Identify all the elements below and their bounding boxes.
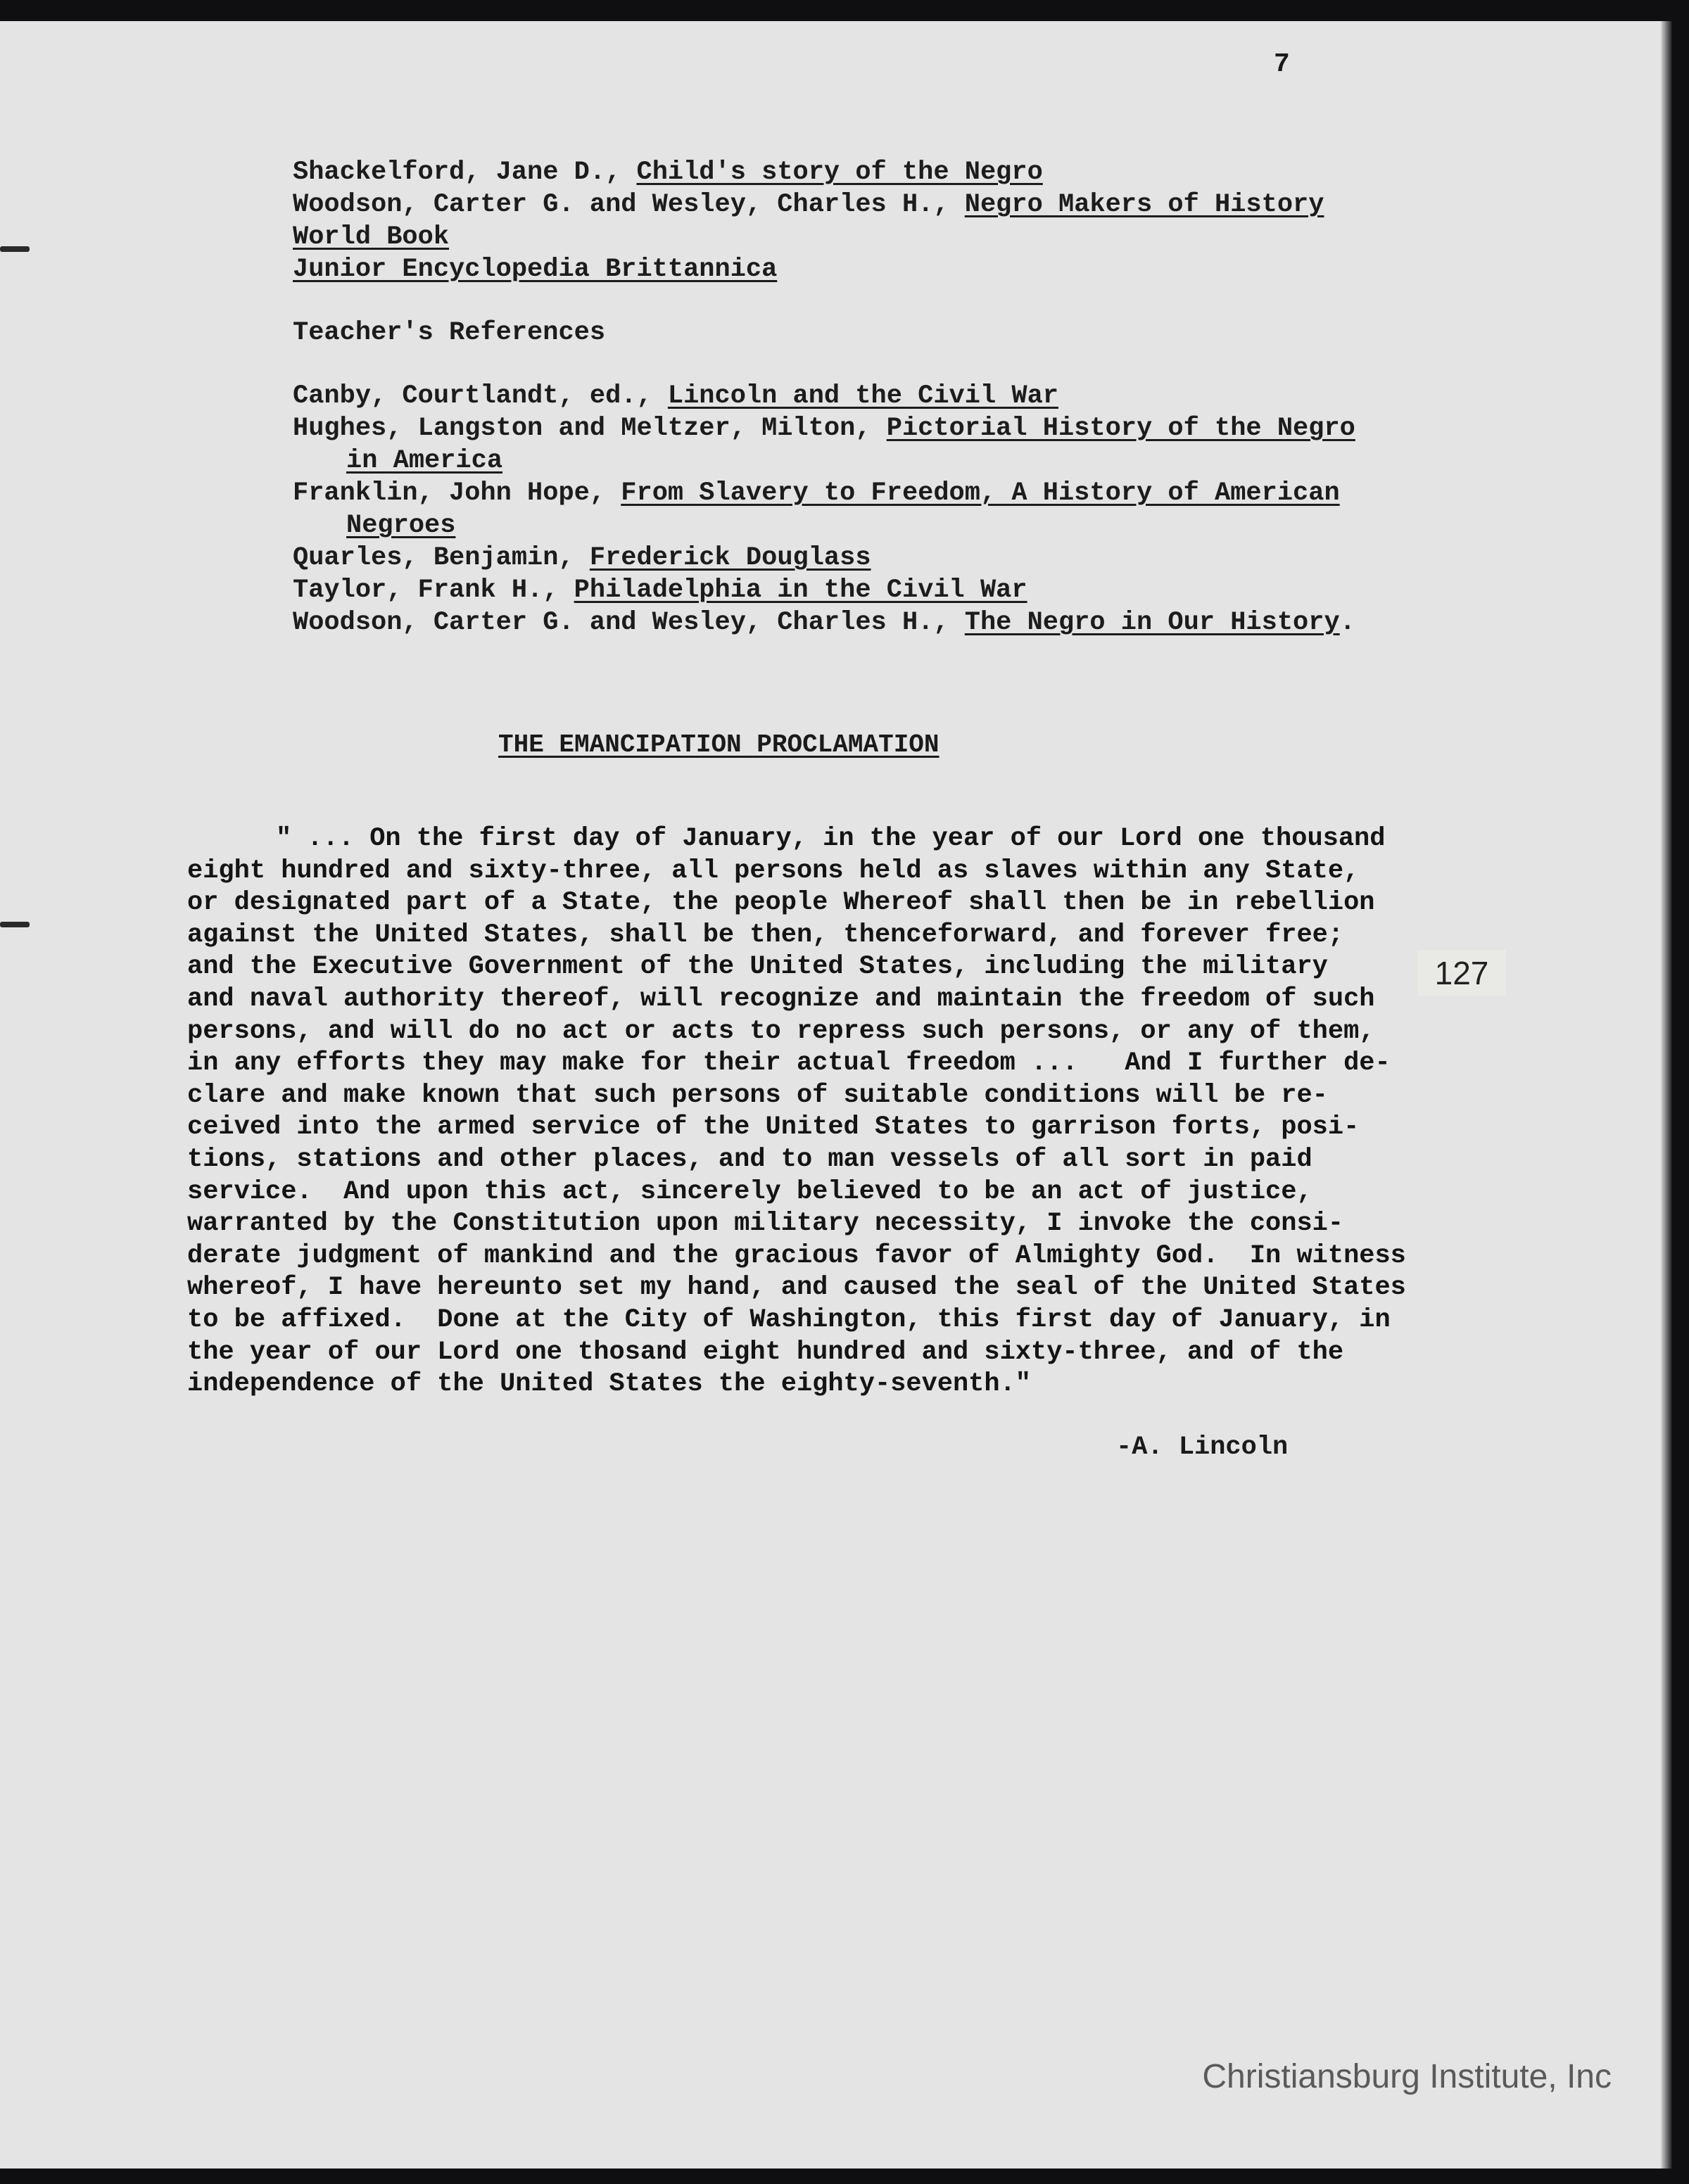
signature: -A. Lincoln [1116,1433,1289,1462]
quote-line: against the United States, shall be then, thenceforward, and forever free; [187,920,1344,950]
page-edge-shadow [1661,21,1672,2169]
binder-clip-mark [0,246,30,252]
quote-line: to be affixed. Done at the City of Washington, this first day of January, in [187,1304,1391,1335]
reference-entry: Hughes, Langston and Meltzer, Milton, Pictorial History of the Negro [293,414,1355,443]
quote-line: persons, and will do no act or acts to repress such persons, or any of them, [187,1016,1375,1046]
reference-entry: World Book [293,222,450,252]
teacher-references-heading: Teacher's References [293,318,606,348]
page-number: 7 [1274,49,1290,80]
reference-entry-continued: in America [346,446,503,476]
reference-entry: Franklin, John Hope, From Slavery to Freedom, A History of American [293,478,1340,508]
watermark: Christiansburg Institute, Inc [1202,2058,1612,2095]
archive-page-stamp: 127 [1417,950,1506,996]
references-block [293,156,1489,639]
reference-entry: Canby, Courtlandt, ed., Lincoln and the Civil War [293,381,1058,411]
reference-entry: Taylor, Frank H., Philadelphia in the Civil War [293,576,1027,605]
proclamation-quote [187,823,1524,1401]
quote-line: or designated part of a State, the people Whereof shall then be in rebellion [187,888,1375,918]
reference-entry: Woodson, Carter G. and Wesley, Charles H., The Negro in Our History. [293,608,1355,637]
reference-entry: Shackelford, Jane D., Child's story of the Negro [293,158,1043,187]
student-references [293,156,1489,286]
reference-entry: Junior Encyclopedia Brittannica [293,255,778,284]
section-title: THE EMANCIPATION PROCLAMATION [498,730,940,759]
quote-line: warranted by the Constitution upon military necessity, I invoke the consi- [187,1209,1344,1239]
quote-line: independence of the United States the eighty-seventh." [187,1369,1031,1399]
quote-line: and the Executive Government of the United States, including the military [187,952,1328,982]
quote-line: whereof, I have hereunto set my hand, and caused the seal of the United States [187,1273,1406,1303]
binder-clip-mark [0,922,30,927]
reference-entry-continued: Negroes [346,511,456,540]
quote-line: ceived into the armed service of the United States to garrison forts, posi- [187,1112,1360,1143]
reference-entry: Quarles, Benjamin, Frederick Douglass [293,543,871,573]
quote-line: " ... On the first day of January, in the year of our Lord one thousand [276,824,1386,853]
quote-line: service. And upon this act, sincerely believed to be an act of justice, [187,1176,1312,1207]
quote-line: tions, stations and other places, and to man vessels of all sort in paid [187,1144,1312,1174]
quote-line: and naval authority thereof, will recognize and maintain the freedom of such [187,984,1375,1014]
quote-line: derate judgment of mankind and the gracious favor of Almighty God. In witness [187,1240,1406,1271]
quote-line: eight hundred and sixty-three, all persons held as slaves within any State, [187,856,1360,886]
reference-entry: Woodson, Carter G. and Wesley, Charles H., Negro Makers of History [293,190,1324,220]
quote-line: the year of our Lord one thosand eight hundred and sixty-three, and of the [187,1337,1344,1367]
quote-line: in any efforts they may make for their actual freedom ... And I further de- [187,1048,1391,1079]
teacher-references [293,380,1489,639]
quote-line: clare and make known that such persons of suitable conditions will be re- [187,1080,1328,1110]
